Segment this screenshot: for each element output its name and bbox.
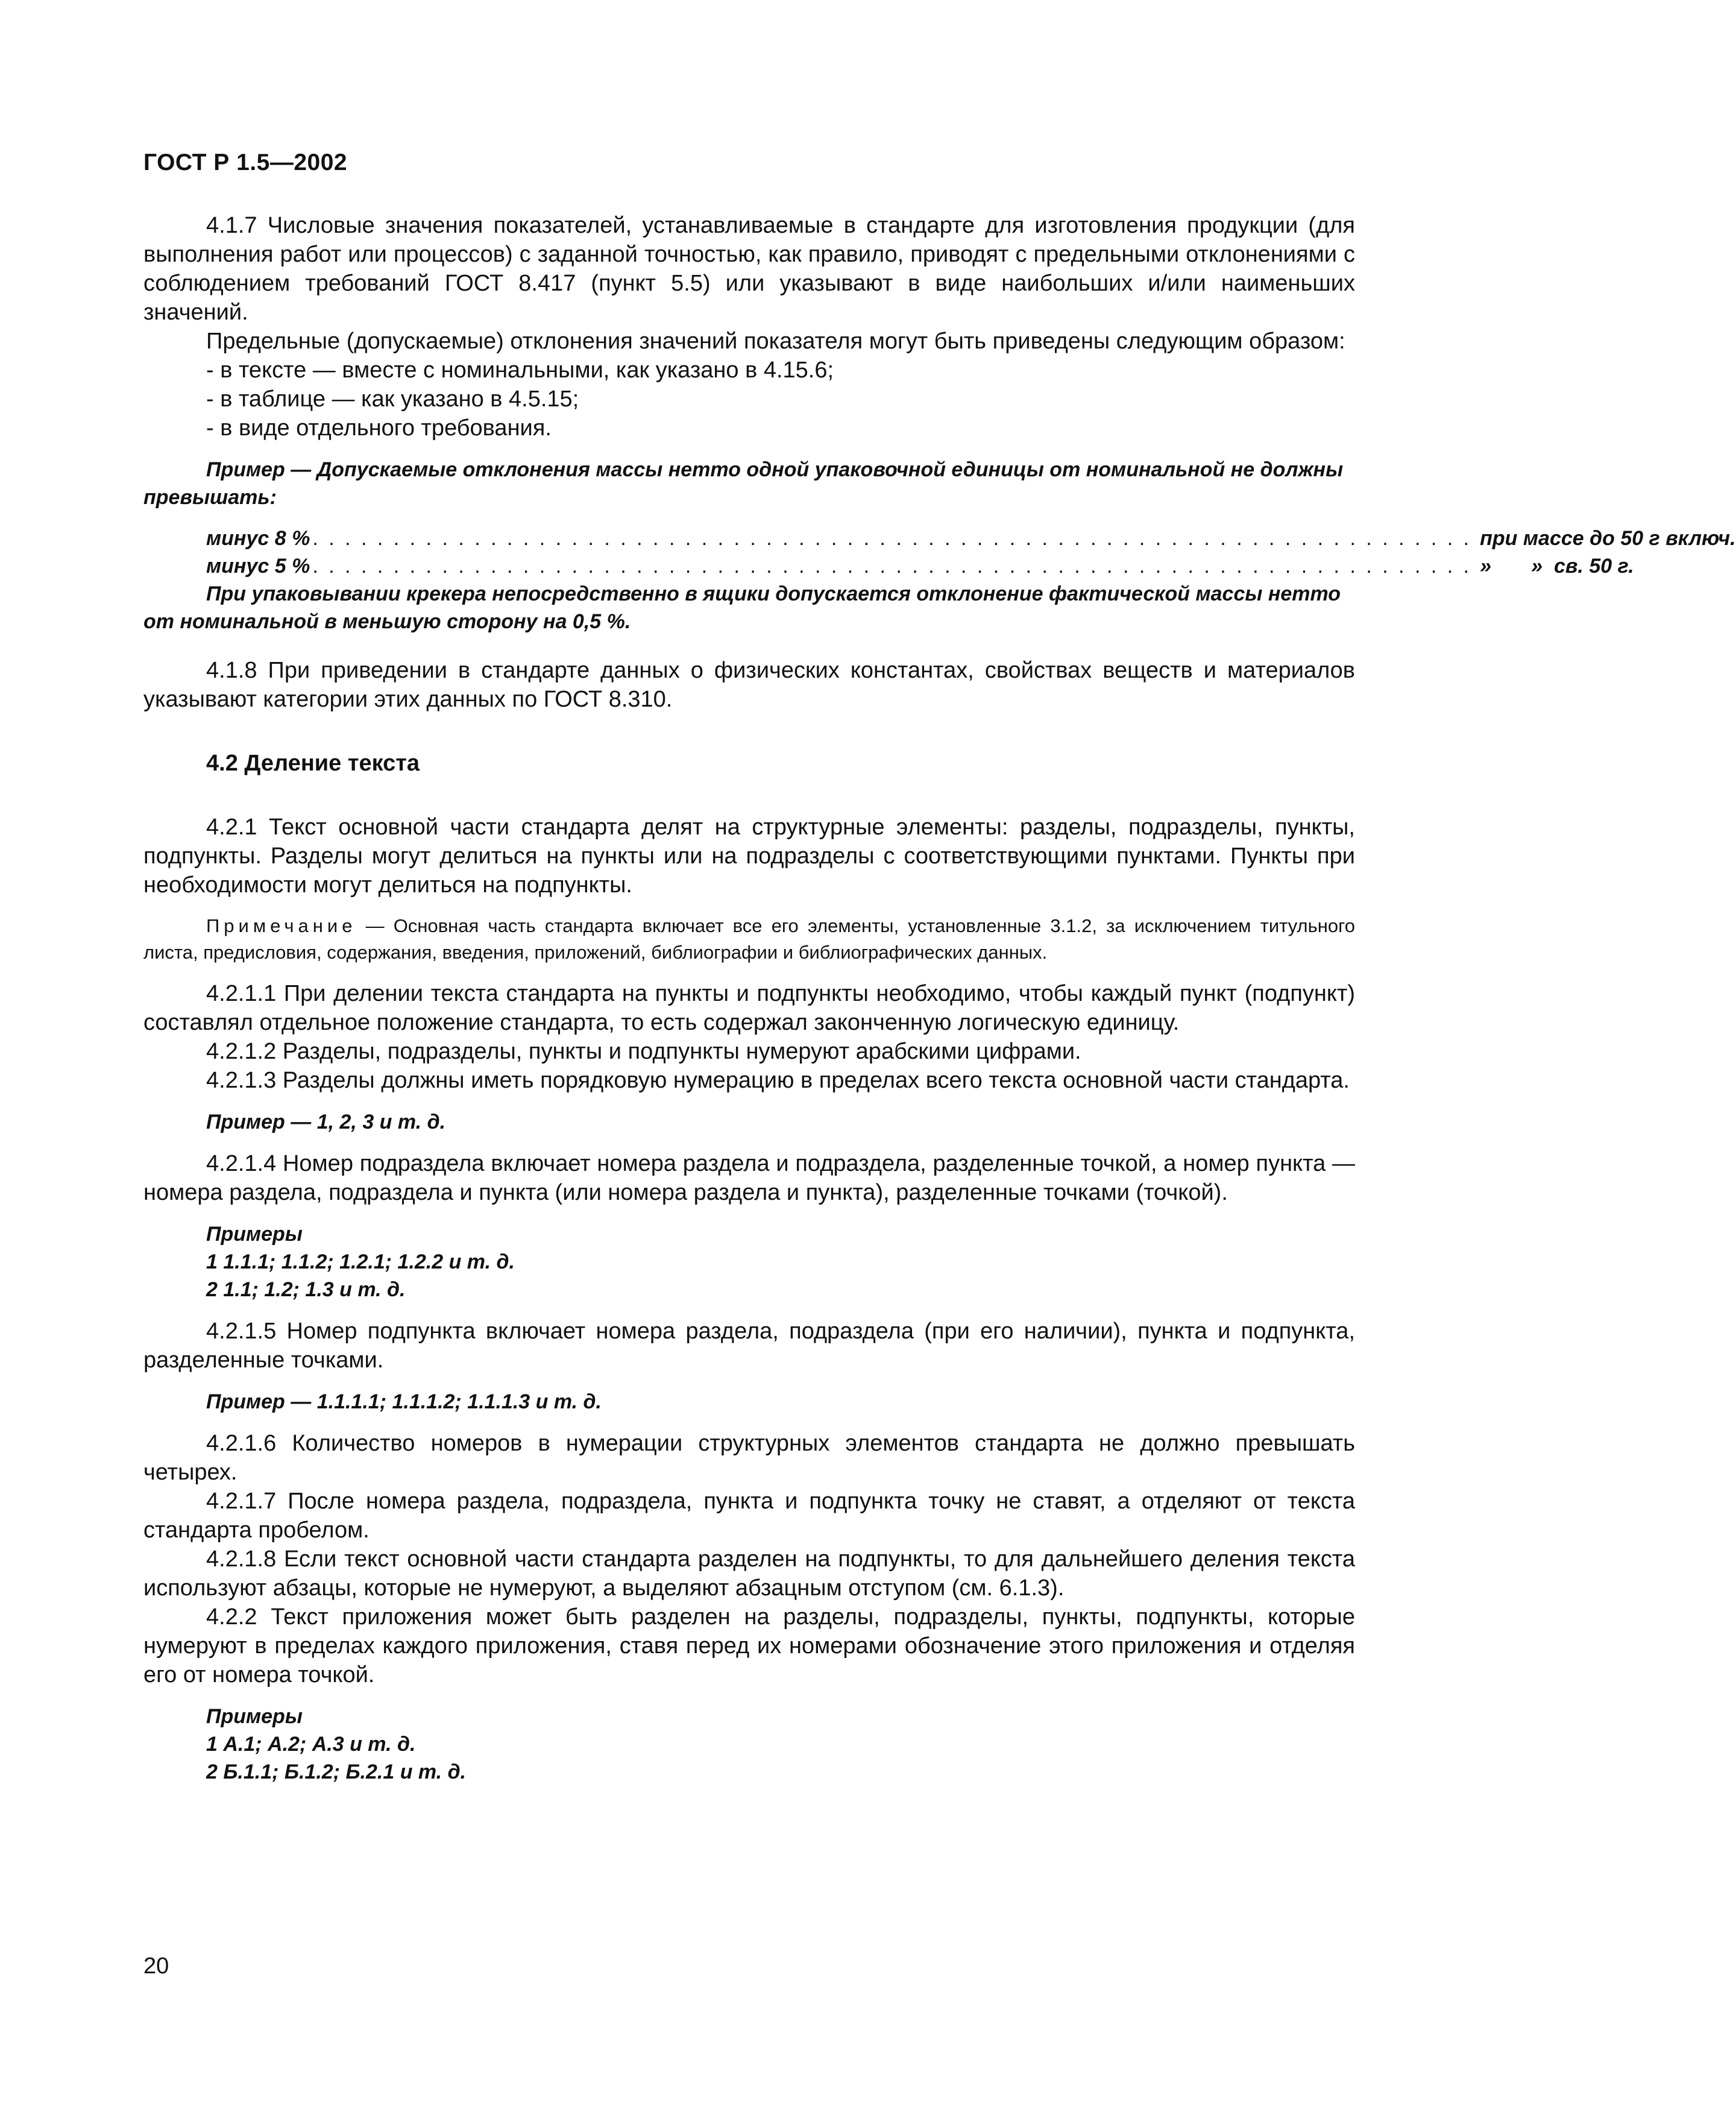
paragraph-4-1-7-deviations: Предельные (допускаемые) отклонения значений показателя могут быть приведены следующим образом: bbox=[206, 329, 1345, 354]
paragraph-4-2-1-7: 4.2.1.7 После номера раздела, подраздела, пункта и подпункта точку не ставят, а отделяют от текста стандарта пробелом. bbox=[143, 1489, 1355, 1543]
examples-title: Примеры bbox=[206, 1705, 303, 1728]
example-row-value: при массе до 50 г включ. bbox=[1480, 527, 1736, 550]
paragraph-4-2-1-5: 4.2.1.5 Номер подпункта включает номера раздела, подраздела (при его наличии), пункта и подпункта, разделенные точками. bbox=[143, 1319, 1355, 1373]
note-label: Примечание bbox=[206, 915, 357, 936]
document-body bbox=[143, 211, 1736, 1786]
example-tail: При упаковывании крекера непосредственно в ящики допускается отклонение фактической массы нетто от номинальной в меньшую сторону на 0,5 %. bbox=[143, 582, 1341, 633]
example-row bbox=[143, 525, 1736, 552]
note-text: — Основная часть стандарта включает все его элементы, установленные 3.1.2, за исключением титульного листа, предисловия, содержания, введения, приложений, библиографии и библиографических данных. bbox=[143, 915, 1355, 963]
paragraph-4-2-1-4: 4.2.1.4 Номер подраздела включает номера раздела и подраздела, разделенные точкой, а номер пункта — номера раздела, подраздела и пункта (или номера раздела и пункта), разделенные точками (точкой). bbox=[143, 1151, 1355, 1205]
list-item: - в тексте — вместе с номинальными, как указано в 4.15.6; bbox=[206, 358, 834, 383]
paragraph-4-2-1-1: 4.2.1.1 При делении текста стандарта на пункты и подпункты необходимо, чтобы каждый пункт (подпункт) составлял отдельное положение стандарта, то есть содержал законченную логическую единицу. bbox=[143, 981, 1355, 1035]
example-line: 1 1.1.1; 1.1.2; 1.2.1; 1.2.2 и т. д. bbox=[206, 1250, 515, 1273]
example-line: 1 А.1; А.2; А.3 и т. д. bbox=[206, 1733, 416, 1756]
document-code-header: ГОСТ Р 1.5—2002 bbox=[143, 150, 348, 175]
example-row-label: минус 5 % bbox=[206, 555, 310, 578]
section-heading-4-2: 4.2 Деление текста bbox=[206, 751, 420, 776]
example-row bbox=[143, 552, 1634, 580]
paragraph-4-2-1-2: 4.2.1.2 Разделы, подразделы, пункты и подпункты нумеруют арабскими цифрами. bbox=[206, 1039, 1081, 1064]
paragraph-4-2-1-3: 4.2.1.3 Разделы должны иметь порядковую нумерацию в пределах всего текста основной части стандарта. bbox=[206, 1068, 1350, 1093]
paragraph-4-2-1-6: 4.2.1.6 Количество номеров в нумерации структурных элементов стандарта не должно превышать четырех. bbox=[143, 1431, 1355, 1485]
example-row-value: » » св. 50 г. bbox=[1480, 555, 1634, 578]
leader-dots: . . . . . . . . . . . . . . . . . . . . . . . . . . . . . . . . . . . . . . . . . . . . . . . . . . . . . . . . . . . . . . . . . . . . . . . . bbox=[312, 527, 1472, 550]
note-4-2-1 bbox=[143, 913, 1355, 966]
leader-dots: . . . . . . . . . . . . . . . . . . . . . . . . . . . . . . . . . . . . . . . . . . . . . . . . . . . . . . . . . . . . . . . . . . . . . . . . bbox=[312, 555, 1472, 578]
examples-title: Примеры bbox=[206, 1223, 303, 1246]
paragraph-4-1-8: 4.1.8 При приведении в стандарте данных о физических константах, свойствах веществ и материалов указывают категории этих данных по ГОСТ 8.310. bbox=[143, 658, 1355, 712]
example-block-mass bbox=[143, 456, 1736, 635]
example-4-2-1-3: Пример — 1, 2, 3 и т. д. bbox=[206, 1111, 446, 1133]
paragraph-4-2-1-8: 4.2.1.8 Если текст основной части стандарта разделен на подпункты, то для дальнейшего деления текста используют абзацы, которые не нумеруют, а выделяют абзацным отступом (см. 6.1.3). bbox=[143, 1546, 1355, 1601]
list-item: - в виде отдельного требования. bbox=[206, 415, 552, 441]
paragraph-4-2-1: 4.2.1 Текст основной части стандарта делят на структурные элементы: разделы, подразделы, пункты, подпункты. Разделы могут делиться на пункты или на подразделы с соответствующими пунктами. Пункты при необходимости могут делиться на подпункты. bbox=[143, 815, 1355, 898]
example-intro: Пример — Допускаемые отклонения массы нетто одной упаковочной единицы от номинальной не должны превышать: bbox=[143, 458, 1344, 509]
paragraph-4-1-7: 4.1.7 Числовые значения показателей, устанавливаемые в стандарте для изготовления продукции (для выполнения работ или процессов) с заданной точностью, как правило, приводят с предельными отклонениями с соблюдением требований ГОСТ 8.417 (пункт 5.5) или указывают в виде наибольших и/или наименьших значений. bbox=[143, 213, 1355, 325]
example-line: 2 Б.1.1; Б.1.2; Б.2.1 и т. д. bbox=[206, 1760, 467, 1783]
example-row-label: минус 8 % bbox=[206, 527, 310, 550]
example-line: 2 1.1; 1.2; 1.3 и т. д. bbox=[206, 1278, 406, 1301]
page-number: 20 bbox=[143, 1953, 169, 1979]
paragraph-4-2-2: 4.2.2 Текст приложения может быть разделен на разделы, подразделы, пункты, подпункты, которые нумеруют в пределах каждого приложения, ставя перед их номерами обозначение этого приложения и отделяя его от номера точкой. bbox=[143, 1604, 1355, 1688]
example-4-2-1-5: Пример — 1.1.1.1; 1.1.1.2; 1.1.1.3 и т. д. bbox=[206, 1390, 602, 1413]
list-item: - в таблице — как указано в 4.5.15; bbox=[206, 386, 579, 412]
